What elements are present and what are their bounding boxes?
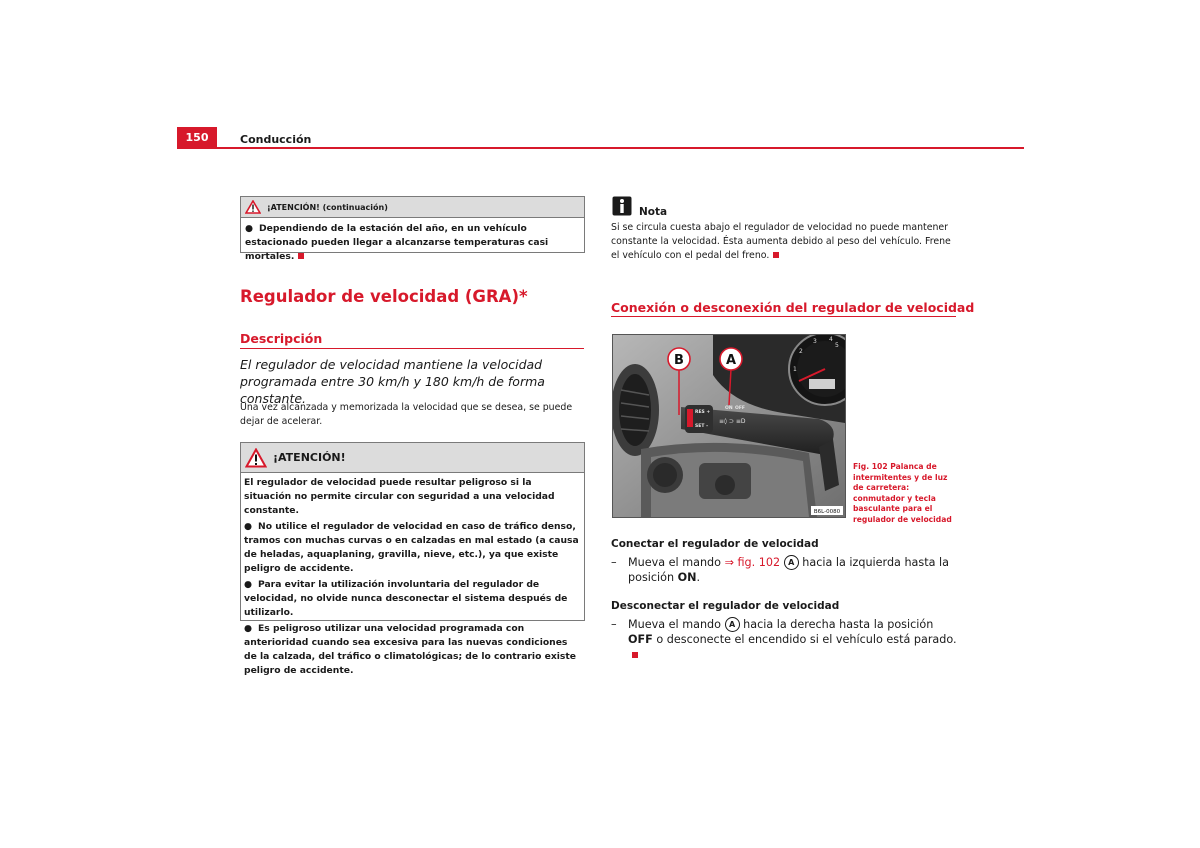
bullet-icon: ● [245, 223, 254, 234]
callout-b-label: B [674, 353, 684, 368]
lever-illustration [613, 335, 845, 517]
lever-text-set: SET – [695, 424, 709, 429]
warning-triangle-icon [245, 448, 267, 468]
callout-a-label: A [725, 353, 737, 368]
page-number: 150 [177, 127, 217, 148]
warning-continued-text: Dependiendo de la estación del año, en un vehículo estacionado pueden llegar a alcanzarse temperaturas casi mortales. [245, 223, 549, 262]
warning-intro: El regulador de velocidad puede resultar peligroso si la situación no permite circular con seguridad a una velocidad constante. [244, 477, 555, 516]
end-mark-icon [298, 253, 304, 259]
end-mark-icon [632, 652, 638, 658]
connect-text-end: . [696, 571, 701, 584]
connect-heading: Conectar el regulador de velocidad [611, 538, 819, 550]
lever-text-on: ON [725, 406, 733, 411]
position-on: ON [677, 571, 697, 584]
running-header: Conducción [240, 133, 312, 146]
svg-text:≡◊ ⊃ ≡D: ≡◊ ⊃ ≡D [719, 418, 746, 425]
warning-bullet-text: Para evitar la utilización involuntaria del regulador de velocidad, no olvide nunca desconectar el sistema después de utilizarlo. [244, 579, 568, 618]
disconnect-step [611, 617, 957, 662]
disconnect-text: Mueva el mando [628, 618, 721, 631]
arrow-icon: ⇒ [724, 556, 734, 569]
bullet-icon: ● [244, 579, 253, 590]
warning-body [241, 473, 584, 678]
note-label: Nota [639, 206, 668, 218]
dash-icon: – [611, 618, 617, 631]
figure-reference-link[interactable]: fig. 102 [737, 556, 781, 569]
warning-box [240, 442, 585, 676]
warning-continued-header [241, 197, 584, 218]
end-mark-icon [773, 252, 779, 258]
bullet-icon: ● [244, 521, 253, 532]
connect-text: hacia la izquierda hasta la posición [628, 556, 950, 584]
bullet-icon: ● [244, 623, 253, 634]
control-a-icon: A [784, 555, 799, 570]
connect-step [611, 555, 957, 585]
figure-caption: Fig. 102 Palanca de intermitentes y de luz de carretera: conmutador y tecla basculante para el regulador de velocidad [853, 462, 952, 524]
disconnect-heading: Desconectar el regulador de velocidad [611, 600, 840, 612]
warning-bullet [244, 622, 581, 678]
disconnect-text: hacia la derecha hasta la posición [743, 618, 934, 631]
position-off: OFF [628, 633, 653, 646]
control-a-icon: A [725, 617, 740, 632]
lever-text-off: OFF [735, 406, 745, 411]
warning-header [241, 443, 584, 473]
connection-rule [611, 316, 956, 317]
warning-continued-body [241, 218, 584, 264]
warning-continued-box [240, 196, 585, 262]
connect-text: Mueva el mando [628, 556, 721, 569]
info-icon [612, 196, 632, 216]
description-lead: El regulador de velocidad mantiene la velocidad programada entre 30 km/h y 180 km/h de forma constante. [240, 357, 545, 406]
description-rule [240, 348, 584, 349]
gauge-number-icon: 1 [793, 366, 797, 373]
gauge-number-icon: 5 [835, 342, 839, 349]
warning-title: ¡ATENCIÓN! [273, 451, 346, 464]
description-heading: Descripción [240, 331, 323, 346]
connection-heading: Conexión o desconexión del regulador de velocidad [611, 300, 975, 315]
warning-continued-title: ¡ATENCIÓN! (continuación) [267, 202, 388, 212]
description-body: Una vez alcanzada y memorizada la velocidad que se desea, se puede dejar de acelerar. [240, 402, 573, 427]
warning-bullet [244, 520, 581, 576]
figure-lever-photo [612, 334, 846, 518]
warning-bullet [244, 578, 581, 620]
figure-code: B6L-0080 [813, 509, 841, 515]
note-body [611, 221, 957, 263]
warning-bullet-text: Es peligroso utilizar una velocidad programada con anterioridad cuando sea excesiva para las nuevas condiciones de la calzada, del tráfico o climatológicas; de lo contrario existe peligro de accidente. [244, 623, 576, 676]
section-title: Regulador de velocidad (GRA)* [240, 287, 528, 306]
disconnect-text-end: o desconecte el encendido si el vehículo está parado. [656, 633, 957, 646]
gauge-number-icon: 4 [829, 336, 833, 343]
note-text: Si se circula cuesta abajo el regulador de velocidad no puede mantener constante la velocidad. Ésta aumenta debido al peso del vehículo. Frene el vehículo con el pedal del freno. [611, 222, 951, 261]
warning-bullet-text: No utilice el regulador de velocidad en caso de tráfico denso, tramos con muchas curvas o en calzadas en mal estado (a causa de heladas, aquaplaning, gravilla, nieve, etc.), ya que existe peligro de accidente. [244, 521, 579, 574]
warning-triangle-icon [245, 200, 261, 214]
lever-text-res: RES + [695, 410, 711, 415]
header-rule [177, 147, 1024, 149]
gauge-number-icon: 3 [813, 338, 817, 345]
gauge-number-icon: 2 [799, 348, 803, 355]
dash-icon: – [611, 556, 617, 569]
